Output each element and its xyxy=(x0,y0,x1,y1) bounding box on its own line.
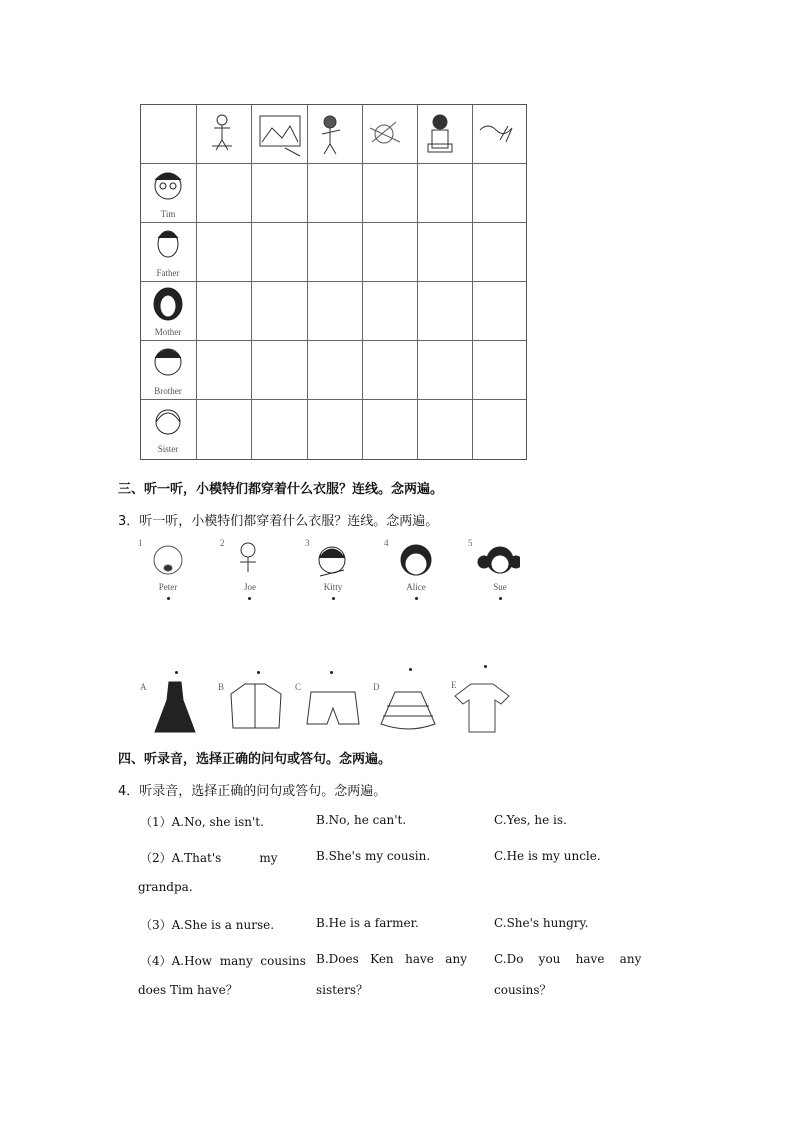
model-name-alice: Alice xyxy=(406,582,426,592)
option-c[interactable]: C.Yes, he is. xyxy=(494,813,567,827)
model-name-sue: Sue xyxy=(493,582,507,592)
skirt-icon xyxy=(381,692,435,729)
joe-face-icon xyxy=(240,543,256,572)
peter-face-icon xyxy=(154,546,182,574)
clothes-letter: A xyxy=(140,682,147,692)
connect-dot[interactable] xyxy=(175,671,178,674)
model-faces xyxy=(140,538,520,582)
model-number: 3 xyxy=(305,538,310,548)
model-name-joe: Joe xyxy=(244,582,256,592)
activity-icons xyxy=(200,108,525,160)
option-b-cont: sisters？ xyxy=(316,983,368,997)
row-label-mother: Mother xyxy=(154,327,182,337)
option-a-cont: grandpa. xyxy=(138,880,193,894)
painting-icon xyxy=(260,116,300,156)
item-number: （2） xyxy=(140,851,172,865)
connect-dot[interactable] xyxy=(499,597,502,600)
model-name-peter: Peter xyxy=(158,582,178,592)
option-b[interactable]: B.She's my cousin. xyxy=(316,849,431,863)
reading-girl-icon xyxy=(428,115,452,152)
model-number: 4 xyxy=(384,538,389,548)
model-number: 1 xyxy=(138,538,143,548)
row-label-father: Father xyxy=(156,268,180,278)
option-a-cont: does Tim have？ xyxy=(138,983,238,997)
connect-dot[interactable] xyxy=(330,671,333,674)
ball-game-icon xyxy=(370,122,400,143)
option-b[interactable]: B.Does Ken have any xyxy=(316,952,467,966)
tim-face-icon xyxy=(155,173,181,199)
row-label-brother: Brother xyxy=(154,386,182,396)
section4-heading: 四、听录音，选择正确的问句或答句。念两遍。 xyxy=(118,752,392,767)
brother-face-icon xyxy=(155,349,181,375)
section3-heading: 三、听一听，小模特们都穿着什么衣服？连线。念两遍。 xyxy=(118,482,444,497)
connect-dot[interactable] xyxy=(248,597,251,600)
row-label-tim: Tim xyxy=(160,209,176,219)
option-a[interactable]: A.How many cousins xyxy=(171,954,306,968)
skating-boy-icon xyxy=(322,116,340,154)
connect-dot[interactable] xyxy=(409,668,412,671)
dress-icon xyxy=(155,682,195,732)
clothes-letter: C xyxy=(295,682,302,692)
kitty-face-icon xyxy=(319,547,345,576)
section4-question: 4．听录音，选择正确的问句或答句。念两遍。 xyxy=(118,784,387,799)
option-c[interactable]: C.He is my uncle. xyxy=(494,849,601,863)
father-face-icon xyxy=(158,231,178,257)
option-c[interactable]: C.She's hungry. xyxy=(494,916,589,930)
connect-dot[interactable] xyxy=(484,665,487,668)
q2 xyxy=(140,849,278,866)
model-number: 2 xyxy=(220,538,225,548)
option-b[interactable]: B.No, he can't. xyxy=(316,813,407,827)
option-b[interactable]: B.He is a farmer. xyxy=(316,916,419,930)
item-number: （4） xyxy=(140,954,172,968)
shirt-icon xyxy=(231,684,281,728)
alice-face-icon xyxy=(401,545,431,575)
clothes-letter: B xyxy=(218,682,225,692)
connect-dot[interactable] xyxy=(415,597,418,600)
dancing-girl-icon xyxy=(212,115,232,150)
row-label-sister: Sister xyxy=(157,444,179,454)
cooking-icon xyxy=(480,126,512,142)
model-number: 5 xyxy=(468,538,473,548)
option-c[interactable]: C.Do you have any xyxy=(494,952,642,966)
sue-face-icon xyxy=(478,547,520,573)
item-number: （3） xyxy=(140,918,172,932)
sister-face-icon xyxy=(156,410,180,434)
section3-question: 3．听一听，小模特们都穿着什么衣服？连线。念两遍。 xyxy=(118,514,439,529)
option-a[interactable]: A.No, she isn't. xyxy=(171,815,264,829)
option-a[interactable]: A.She is a nurse. xyxy=(171,918,275,932)
q3 xyxy=(140,916,274,933)
clothes-letter: E xyxy=(451,680,457,690)
clothes-letter: D xyxy=(373,682,380,692)
q1 xyxy=(140,813,264,830)
option-c-cont: cousins？ xyxy=(494,983,552,997)
option-a[interactable]: A.That's my xyxy=(171,851,278,865)
q4 xyxy=(140,952,306,969)
connect-dot[interactable] xyxy=(167,597,170,600)
t-shirt-icon xyxy=(455,684,509,732)
item-number: （1） xyxy=(140,815,172,829)
clothes-icons xyxy=(145,678,515,736)
shorts-icon xyxy=(307,692,359,724)
connect-dot[interactable] xyxy=(332,597,335,600)
mother-face-icon xyxy=(154,288,182,320)
connect-dot[interactable] xyxy=(257,671,260,674)
model-name-kitty: Kitty xyxy=(323,582,343,592)
